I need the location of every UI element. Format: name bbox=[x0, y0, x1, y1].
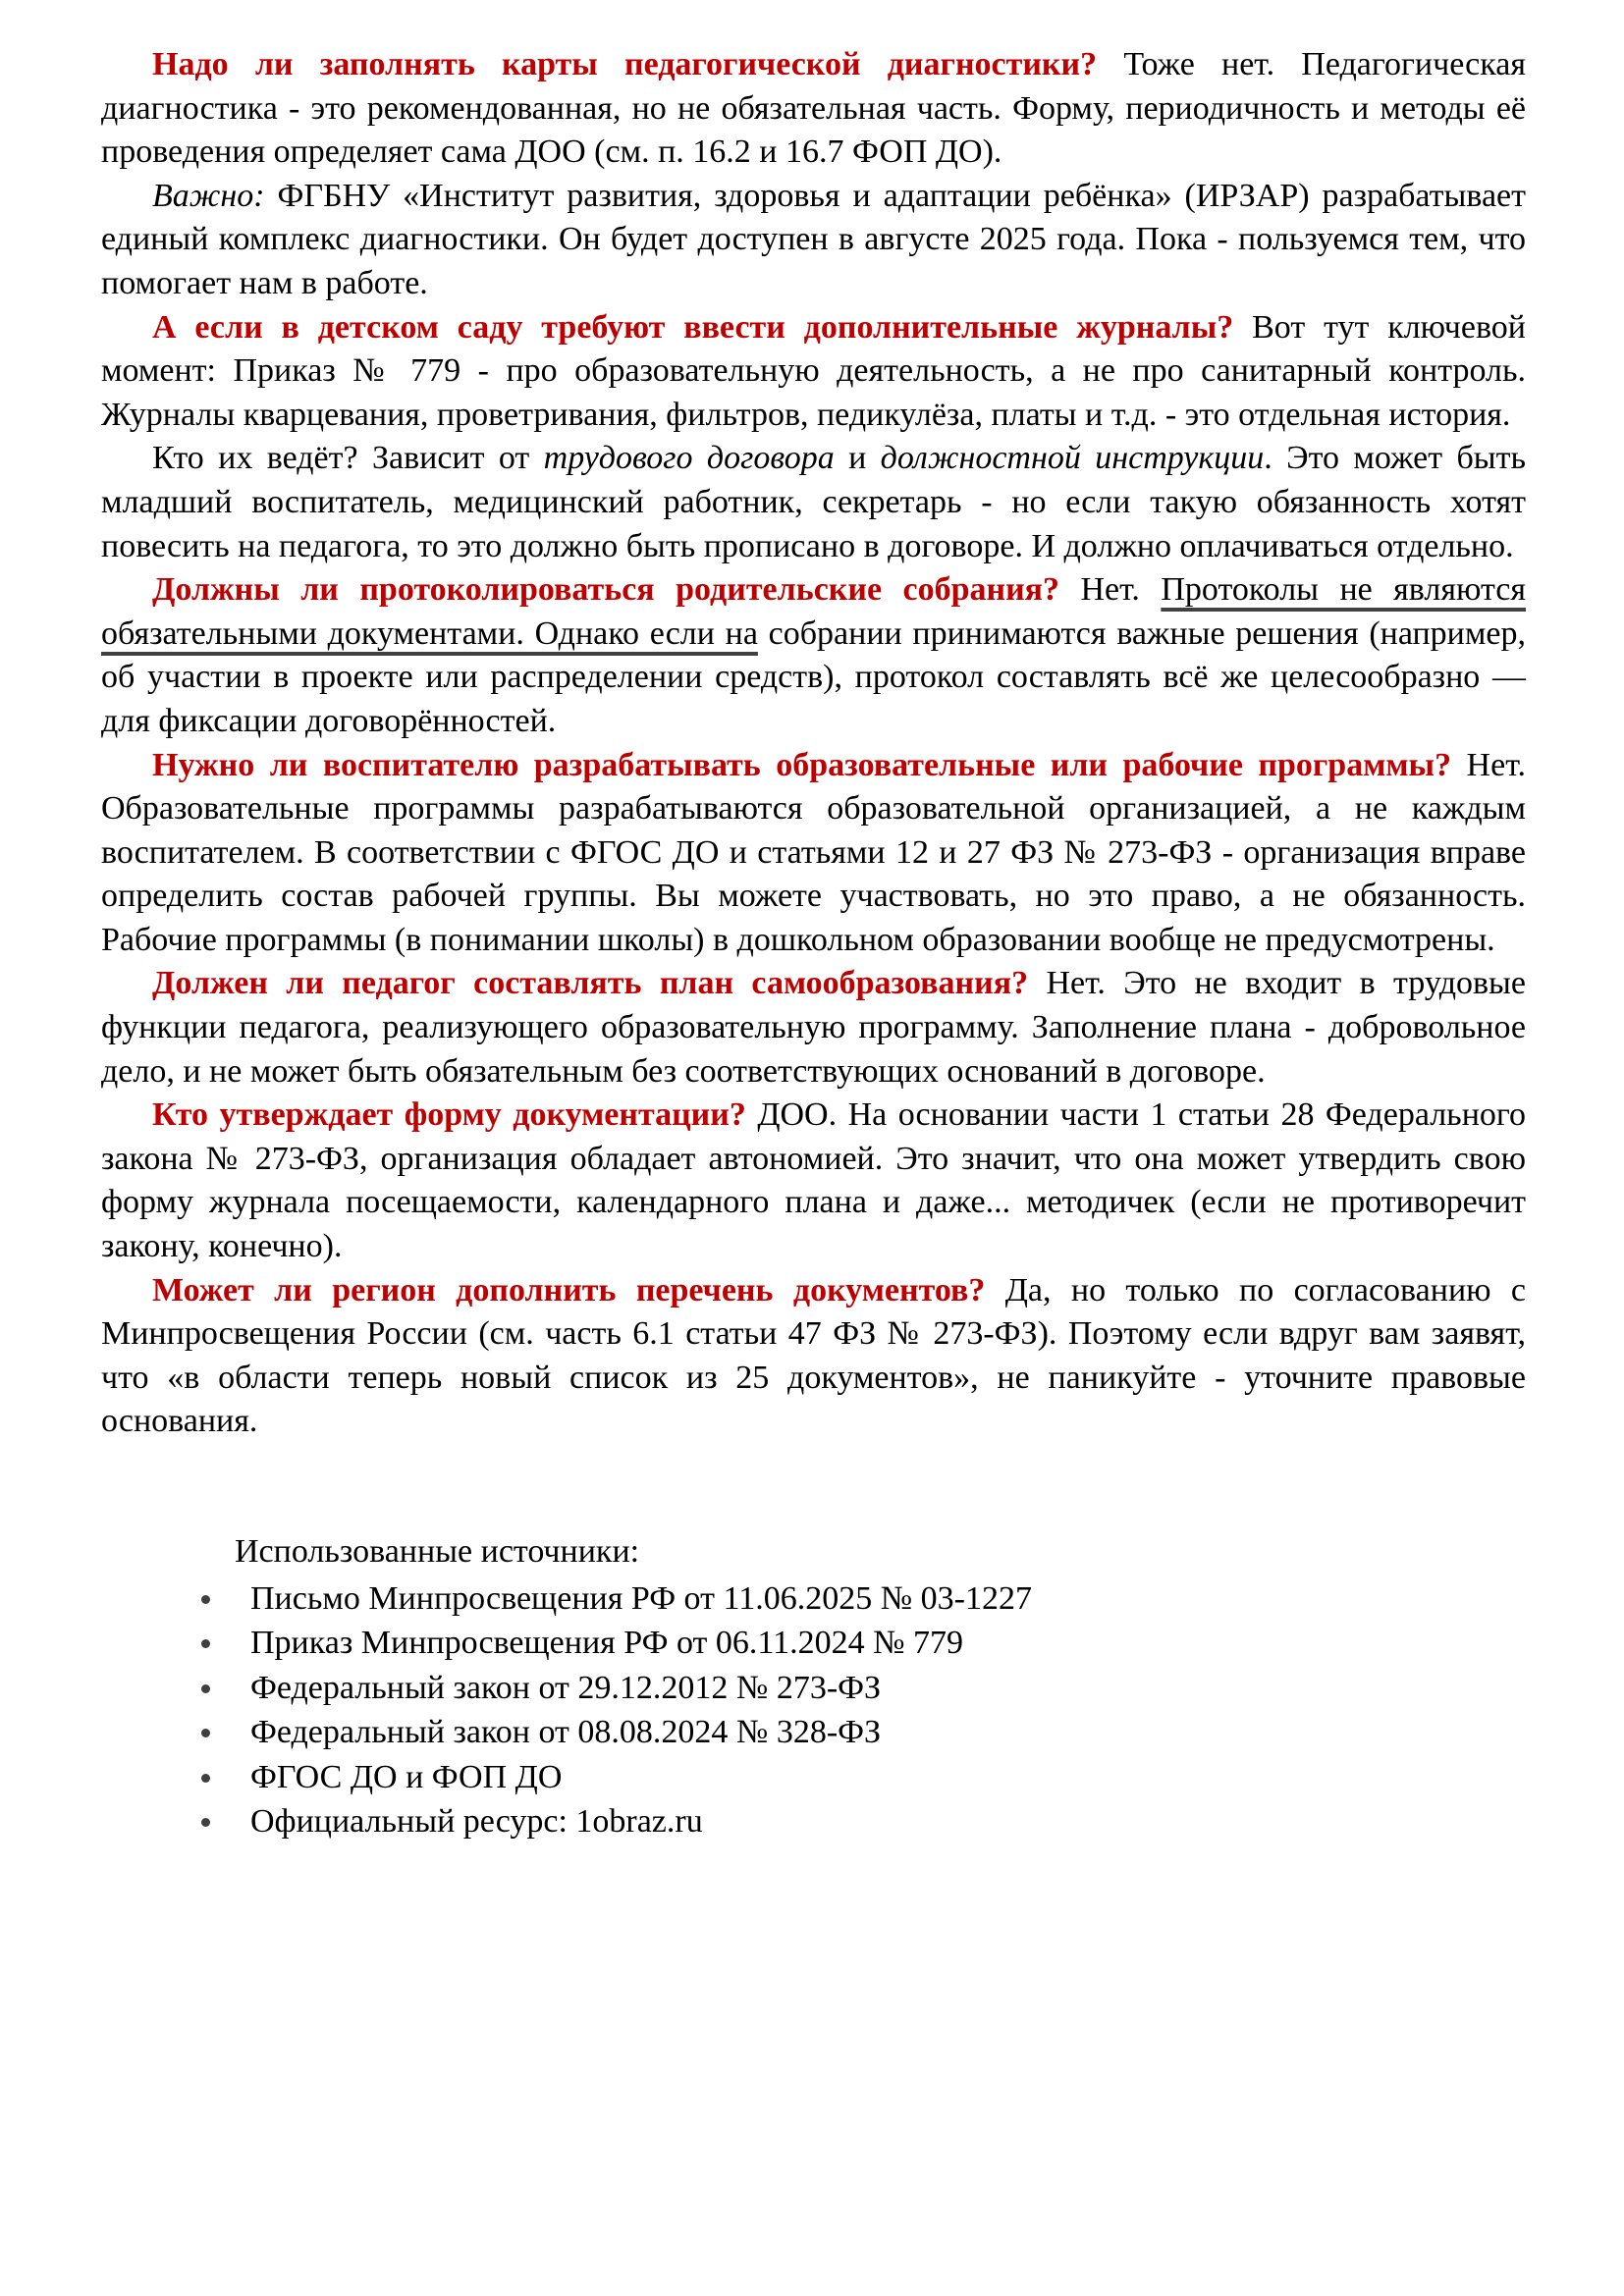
qa-paragraphs bbox=[101, 43, 1526, 1444]
body-text: Кто их ведёт? Зависит от bbox=[152, 440, 544, 477]
body-text: Да, но только по согласованию с Минпросвещения России (см. часть 6.1 статьи 47 ФЗ № 273-ФЗ). Поэтому если вдруг вам заявят, что «в области теперь новый список из 25 документов», не паникуйте - уточните правовые основания. bbox=[101, 1271, 1527, 1440]
list-item bbox=[101, 1621, 1526, 1666]
body-text: Нет. Это не входит в трудовые функции педагога, реализующего образовательную программу. Заполнение плана - добровольное дело, и не может быть обязательным без соответствующих оснований в договоре. bbox=[101, 965, 1526, 1090]
paragraph bbox=[101, 744, 1526, 963]
paragraph bbox=[101, 1094, 1526, 1268]
body-text: Нет. Образовательные программы разрабатываются образовательной организацией, а не каждым воспитателем. В соответствии с ФГОС ДО и статьями 12 и 27 ФЗ № 273-ФЗ - организация вправе определить состав рабочей группы. Вы можете участвовать, но это право, а не обязанность. Рабочие программы (в понимании школы) в дошкольном образовании вообще не предусмотрены. bbox=[101, 746, 1526, 958]
bullet-icon bbox=[201, 1639, 210, 1648]
sources-list bbox=[101, 1576, 1526, 1844]
source-text: Федеральный закон от 29.12.2012 № 273-ФЗ bbox=[250, 1669, 882, 1706]
paragraph bbox=[101, 437, 1526, 568]
question-heading: Должны ли протоколироваться родительские собрания? bbox=[152, 571, 1081, 609]
underlined-text: Протоколы не являются обязательными документами. Однако если на bbox=[101, 571, 1526, 652]
body-text: Нет. bbox=[1080, 571, 1162, 609]
question-heading: Надо ли заполнять карты педагогической диагностики? bbox=[152, 46, 1124, 82]
paragraph bbox=[101, 175, 1526, 306]
bullet-icon bbox=[201, 1595, 210, 1604]
list-item bbox=[101, 1799, 1526, 1844]
list-item bbox=[101, 1576, 1526, 1622]
source-text: Федеральный закон от 08.08.2024 № 328-ФЗ bbox=[250, 1714, 882, 1751]
paragraph bbox=[101, 43, 1526, 175]
list-item bbox=[101, 1755, 1526, 1800]
bullet-icon bbox=[201, 1818, 210, 1827]
source-text: Письмо Минпросвещения РФ от 11.06.2025 № 03-1227 bbox=[250, 1579, 1032, 1617]
body-text: ФГБНУ «Институт развития, здоровья и адаптации ребёнка» (ИРЗАР) разрабатывает единый комплекс диагностики. Он будет доступен в августе 2025 года. Пока - пользуемся тем, что помогает нам в работе. bbox=[101, 177, 1526, 301]
paragraph bbox=[101, 1269, 1526, 1444]
paragraph bbox=[101, 568, 1526, 743]
question-heading: Кто утверждает форму документации? bbox=[152, 1096, 758, 1134]
source-text: ФГОС ДО и ФОП ДО bbox=[250, 1758, 563, 1795]
question-heading: Нужно ли воспитателю разрабатывать образовательные или рабочие программы? bbox=[152, 746, 1467, 783]
body-text: Тоже нет. Педагогическая диагностика - это рекомендованная, но не обязательная часть. Форму, периодичность и методы её проведения определяет сама ДОО (см. п. 16.2 и 16.7 ФОП ДО). bbox=[101, 46, 1526, 171]
paragraph bbox=[101, 962, 1526, 1094]
question-heading: Должен ли педагог составлять план самообразования? bbox=[152, 965, 1047, 1002]
body-text: . Это может быть младший воспитатель, медицинский работник, секретарь - но если такую обязанность хотят повесить на педагога, то это должно быть прописано в договоре. И должно оплачиваться отдельно. bbox=[101, 440, 1526, 564]
emphasis-text: Важно: bbox=[152, 177, 278, 214]
body-text: Вот тут ключевой момент: Приказ № 779 - про образовательную деятельность, а не про санитарный контроль. Журналы кварцевания, проветривания, фильтров, педикулёза, платы и т.д. - это отдельная история. bbox=[101, 308, 1526, 433]
body-text: ДОО. На основании части 1 статьи 28 Федерального закона № 273-ФЗ, организация обладает автономией. Это значит, что она может утвердить свою форму журнала посещаемости, календарного плана и даже... методичек (если не противоречит закону, конечно). bbox=[101, 1096, 1526, 1265]
source-text: Официальный ресурс: 1obraz.ru bbox=[250, 1803, 703, 1841]
bullet-icon bbox=[201, 1729, 210, 1737]
source-text: Приказ Минпросвещения РФ от 06.11.2024 № 779 bbox=[250, 1625, 964, 1662]
question-heading: А если в детском саду требуют ввести дополнительные журналы? bbox=[152, 308, 1253, 346]
question-heading: Может ли регион дополнить перечень документов? bbox=[152, 1271, 1005, 1308]
list-item bbox=[101, 1710, 1526, 1755]
sources-title: Использованные источники: bbox=[235, 1533, 640, 1570]
body-text: собрании принимаются важные решения (например, об участии в проекте или распределении средств), протокол составлять всё же целесообразно — для фиксации договорённостей. bbox=[101, 614, 1526, 739]
emphasis-text: должностной инструкции bbox=[880, 440, 1265, 477]
list-item bbox=[101, 1666, 1526, 1711]
bullet-icon bbox=[201, 1684, 210, 1693]
document-content bbox=[101, 43, 1526, 1844]
bullet-icon bbox=[201, 1774, 210, 1783]
emphasis-text: трудового договора bbox=[543, 440, 835, 477]
body-text: и bbox=[834, 440, 881, 477]
paragraph bbox=[101, 306, 1526, 438]
